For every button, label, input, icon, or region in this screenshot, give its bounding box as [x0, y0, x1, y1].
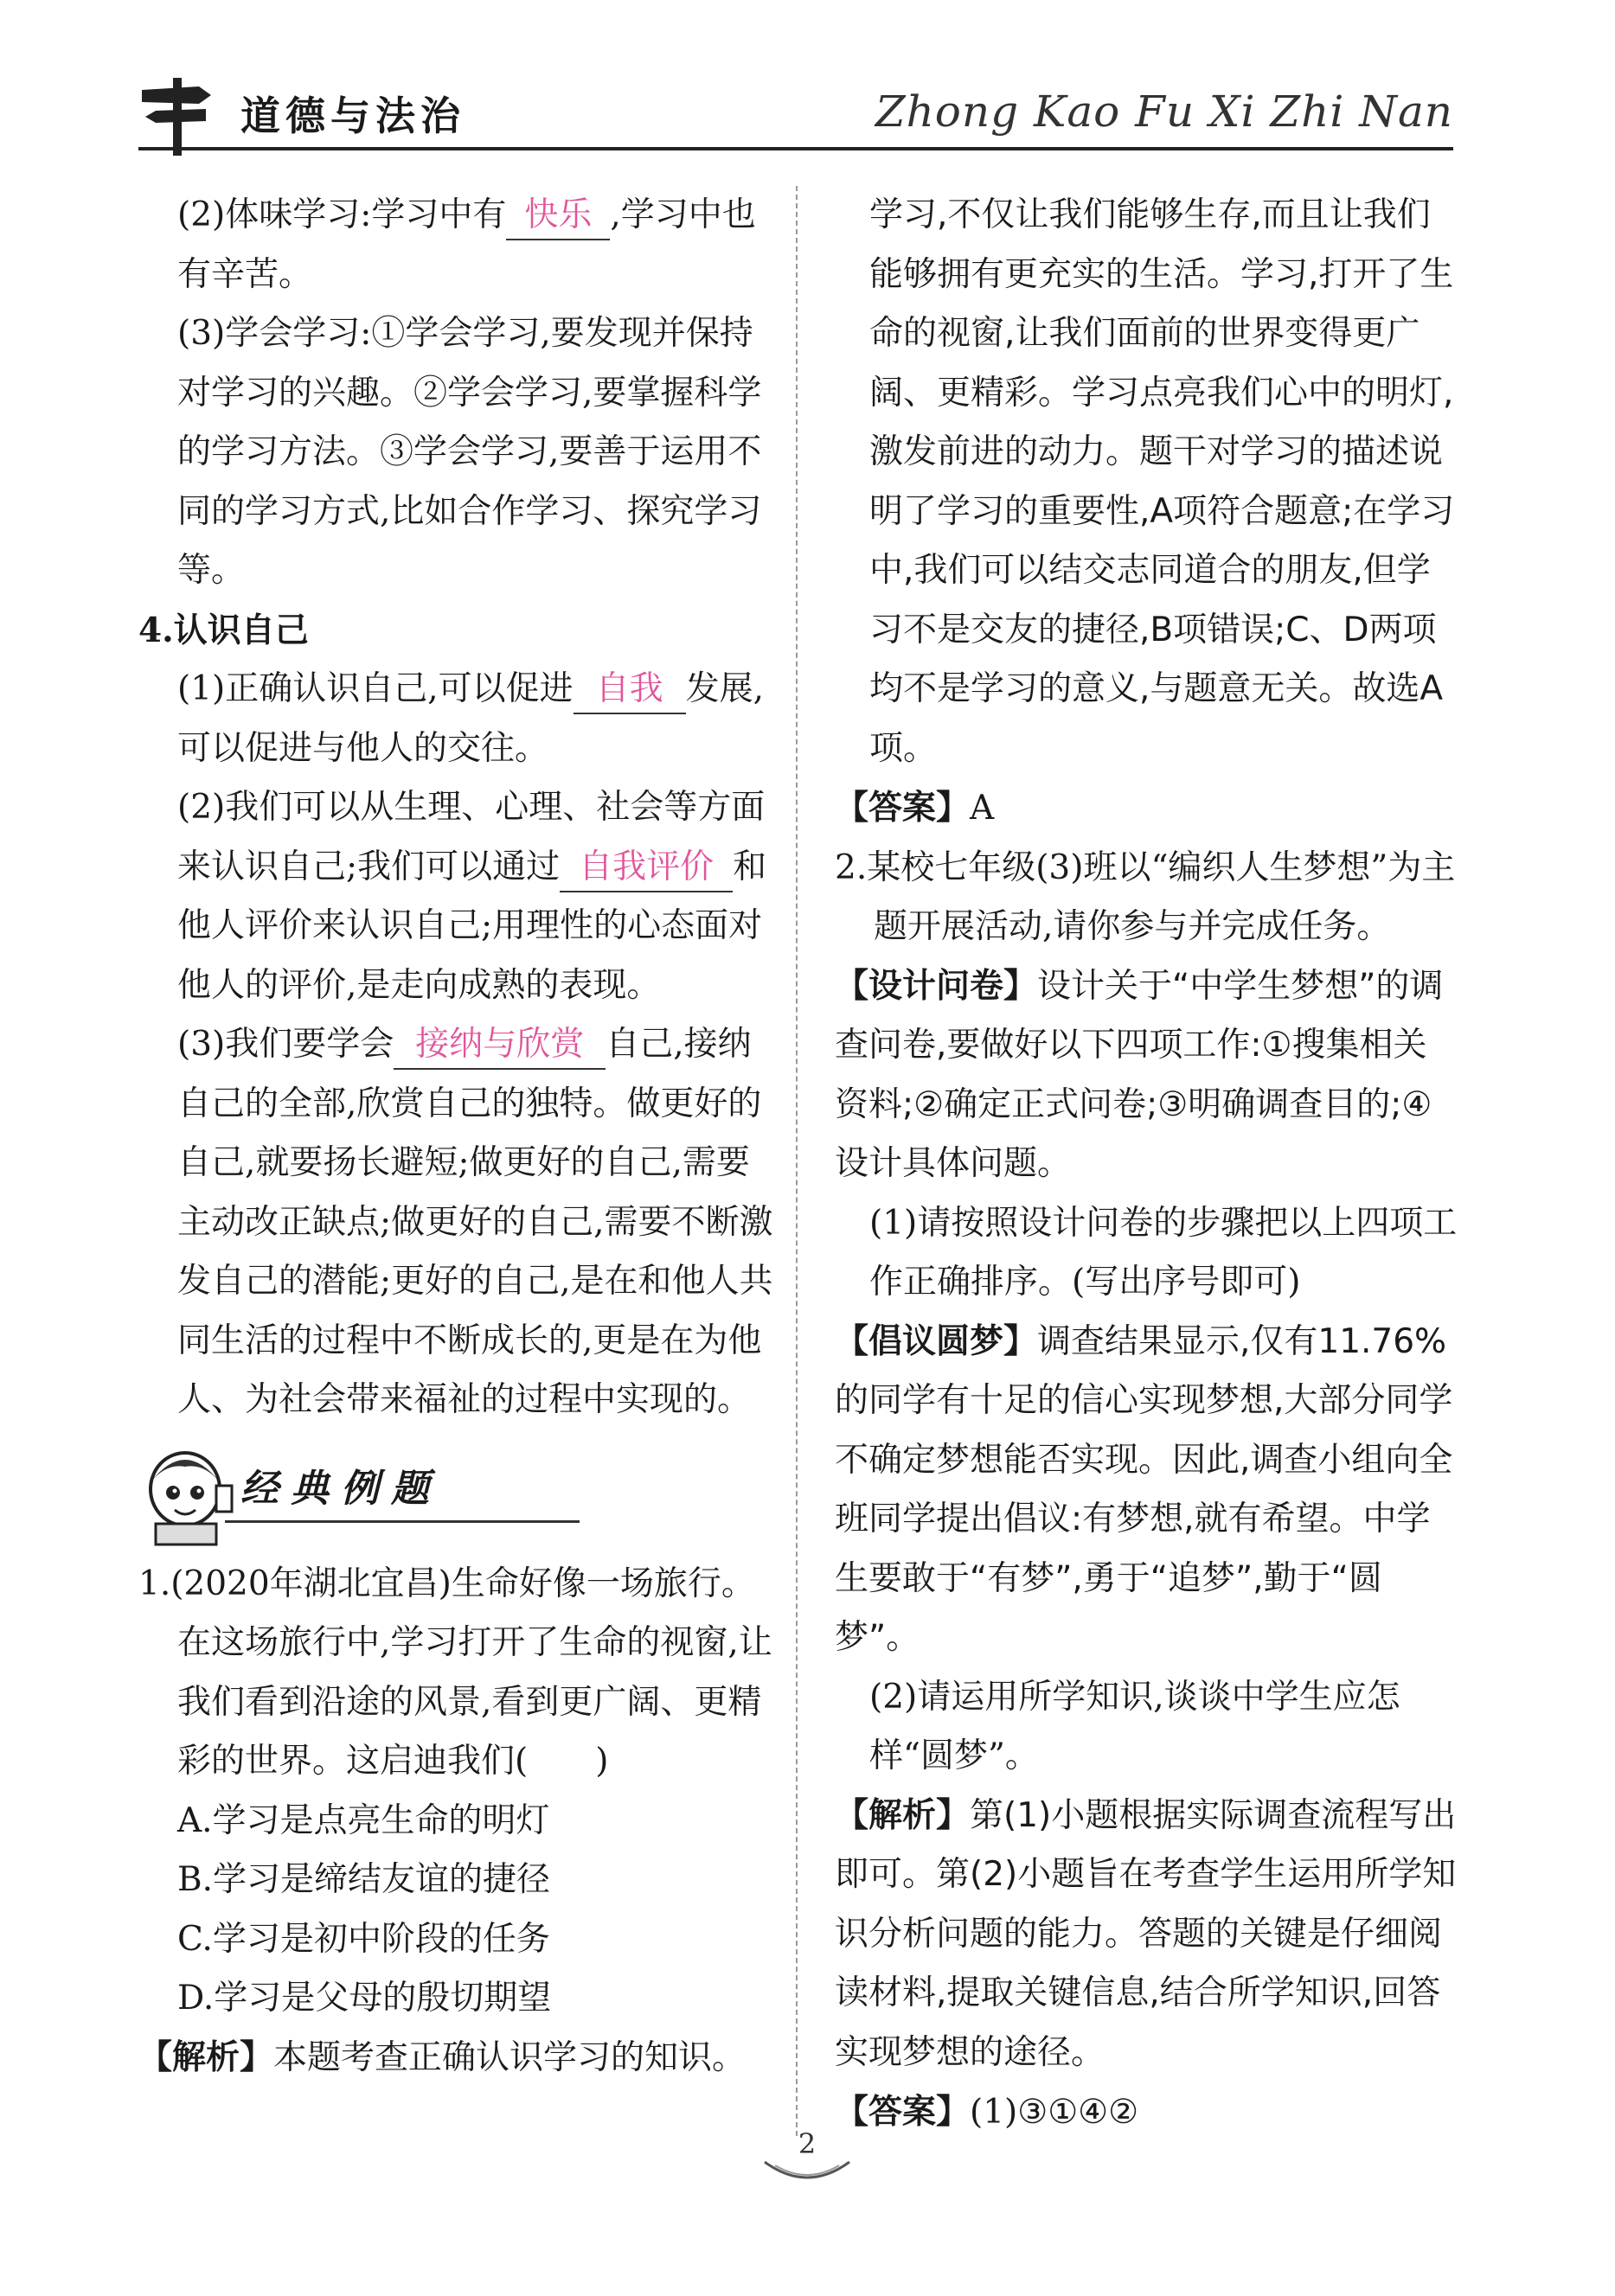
- text: 自己,接纳自己的全部,欣赏自己的独特。做更好的自己,就要扬长避短;做更好的自己,需要主动改正缺点;做更好的自己,需要不断激发自己的潜能;更好的自己,是在和他人共同生活的过程中不断成长的,更是在为他人、为社会带来福祉的过程中实现的。: [177, 1025, 773, 1419]
- answer-tag: 【答案】: [835, 788, 971, 828]
- proposal: [835, 1313, 1458, 1668]
- explanation-text: 第(1)小题根据实际调查流程写出即可。第(2)小题旨在考查学生运用所学知识分析问题的能力。答题的关键是仔细阅读材料,提取关键信息,结合所学知识,回答实现梦想的途径。: [835, 1795, 1457, 2072]
- book-pinyin-title: Zhong Kao Fu Xi Zhi Nan: [875, 86, 1453, 137]
- text: ,学习中也有辛苦。: [177, 195, 756, 294]
- design-tag: 【设计问卷】: [835, 966, 1038, 1006]
- question-2-2: (2)请运用所学知识,谈谈中学生应怎样“圆梦”。: [869, 1677, 1400, 1775]
- question-1: 1.(2020年湖北宜昌)生命好像一场旅行。在这场旅行中,学习打开了生命的视窗,让我们看到沿途的风景,看到更广阔、更精彩的世界。这启迪我们( ): [138, 1564, 772, 1781]
- explanation: [138, 2029, 779, 2088]
- header: [138, 61, 1453, 156]
- mascot-icon: [135, 1437, 239, 1548]
- option-d: D.学习是父母的殷切期望: [177, 1979, 552, 2018]
- text: 和他人评价来认识自己;用理性的心态面对他人的评价,是走向成熟的表现。: [177, 847, 767, 1005]
- question-2: 2.某校七年级(3)班以“编织人生梦想”为主题开展活动,请你参与并完成任务。: [835, 847, 1456, 946]
- paragraph: [138, 660, 779, 778]
- explanation-tag: 【解析】: [138, 2037, 274, 2077]
- question-2-1: (1)请按照设计问卷的步骤把以上四项工作正确排序。(写出序号即可): [869, 1203, 1458, 1301]
- answer-1: [835, 778, 1458, 839]
- proposal-text: 调查结果显示,仅有11.76%的同学有十足的信心实现梦想,大部分同学不确定梦想能否实现。因此,调查小组向全班同学提出倡议:有梦想,就有希望。中学生要敢于“有梦”,勇于“追梦”,勤于“圆梦”。: [835, 1321, 1453, 1657]
- answer-tag: 【答案】: [835, 2092, 971, 2132]
- proposal-tag: 【倡议圆梦】: [835, 1321, 1038, 1361]
- paragraph: [138, 186, 779, 304]
- paragraph: [138, 1015, 779, 1430]
- answer-blank: 自我评价: [560, 844, 733, 892]
- section-banner: [138, 1437, 779, 1550]
- text: (3)我们要学会: [177, 1025, 394, 1064]
- explanation-2: [835, 1787, 1458, 2083]
- option-a: A.学习是点亮生命的明灯: [177, 1800, 550, 1840]
- left-column: [138, 186, 779, 2088]
- section-underline: [225, 1520, 580, 1523]
- signpost-icon: [138, 71, 216, 157]
- text: (2)我们可以从生理、心理、社会等方面来认识自己;我们可以通过: [177, 788, 766, 886]
- text: 发展,可以促进与他人的交往。: [177, 669, 765, 768]
- subject-title: 道德与法治: [240, 93, 465, 139]
- page-number-ornament: [759, 2153, 855, 2188]
- answer-blank: 接纳与欣赏: [394, 1021, 606, 1070]
- answer-blank: 自我: [574, 666, 686, 714]
- answer-text: (1)③①④②: [970, 2093, 1139, 2132]
- page-number: 2: [798, 2127, 817, 2160]
- option-c: C.学习是初中阶段的任务: [177, 1919, 550, 1959]
- right-column: [835, 186, 1458, 2143]
- section-title: 经典例题: [240, 1466, 441, 1511]
- design-text: 设计关于“中学生梦想”的调查问卷,要做好以下四项工作:①搜集相关资料;②确定正式问卷;③明确调查目的;④设计具体问题。: [835, 966, 1444, 1183]
- explanation-tag: 【解析】: [835, 1795, 971, 1835]
- answer-text: A: [970, 789, 995, 828]
- answer-2: [835, 2082, 1458, 2143]
- section-heading: 4.认识自己: [138, 610, 309, 650]
- footer: [742, 2127, 872, 2197]
- header-rule: [138, 147, 1453, 150]
- explanation-continued: 学习,不仅让我们能够生存,而且让我们能够拥有更充实的生活。学习,打开了生命的视窗,让我们面前的世界变得更广阔、更精彩。学习点亮我们心中的明灯,激发前进的动力。题干对学习的描述说明了学习的重要性,A项符合题意;在学习中,我们可以结交志同道合的朋友,但学习不是交友的捷径,B项错误;C、D两项均不是学习的意义,与题意无关。故选A项。: [869, 195, 1455, 768]
- option-b: B.学习是缔结友谊的捷径: [177, 1860, 551, 1899]
- answer-blank: 快乐: [506, 192, 610, 240]
- design-questionnaire: [835, 957, 1458, 1194]
- paragraph: [138, 778, 779, 1015]
- paragraph: (3)学会学习:①学会学习,要发现并保持对学习的兴趣。②学会学习,要掌握科学的学习方法。③学会学习,要善于运用不同的学习方式,比如合作学习、探究学习等。: [177, 314, 762, 590]
- text: (2)体味学习:学习中有: [177, 195, 507, 234]
- explanation-text: 本题考查正确认识学习的知识。: [273, 2037, 747, 2077]
- text: (1)正确认识自己,可以促进: [177, 669, 574, 708]
- column-divider: [796, 186, 798, 2136]
